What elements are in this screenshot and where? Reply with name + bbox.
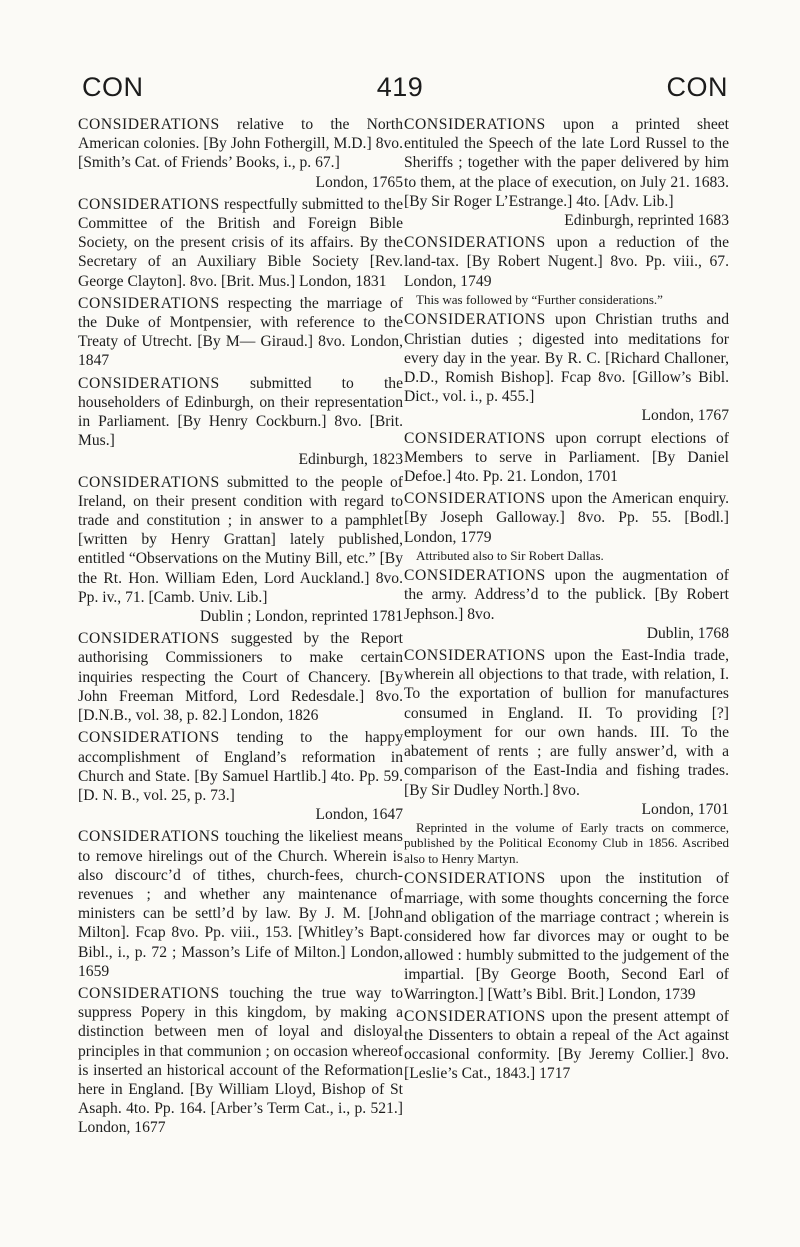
entry-heading: CONSIDERATIONS — [404, 311, 546, 329]
catalogue-entry — [404, 310, 729, 425]
catalogue-entry — [78, 473, 403, 627]
entry-body: upon a reduction of the land-tax. [By Robert Nugent.] 8vo. Pp. viii., 67. London, 1749 — [404, 234, 729, 290]
entry-body: submitted to the householders of Edinburgh, on their representation in Parliament. [By Henry Cockburn.] 8vo. [Brit. Mus.] — [78, 374, 403, 450]
catalogue-entry — [78, 294, 403, 371]
entry-heading: CONSIDERATIONS — [404, 647, 546, 665]
catalogue-entry — [404, 566, 729, 643]
catalogue-entry — [404, 646, 729, 866]
catalogue-entry — [78, 374, 403, 470]
entry-heading: CONSIDERATIONS — [78, 374, 220, 392]
left-column — [78, 115, 403, 1141]
entry-body: upon a printed sheet entituled the Speech of the late Lord Russel to the Sheriffs ; together with the paper delivered by him to them, at the place of execution, on July 21. 1683. [By Sir Roger L’Estrange.] 4to. [Adv. Lib.] — [404, 116, 729, 210]
entry-note: This was followed by “Further considerations.” — [416, 291, 663, 307]
entry-body: suggested by the Report authorising Commissioners to make certain inquiries respecting the Court of Chancery. [By John Freeman Mitford, Lord Redesdale.] 8vo. [D.N.B., vol. 38, p. 82.] London, 1826 — [78, 630, 403, 725]
entry-heading: CONSIDERATIONS — [78, 116, 220, 133]
entry-body: upon the institution of marriage, with some thoughts concerning the force and obligation of the marriage contract ; wherein is considered how far divorces may or ought to be allowed : humbly submitted to the judgement of the impartial. [By George Booth, Second Earl of Warrington.] [Watt’s Bibl. Brit.] London, 1739 — [404, 870, 729, 1003]
entry-body: tending to the happy accomplishment of England’s reformation in Church and State. [By Samuel Hartlib.] 4to. Pp. 59. [D. N. B., vol. 25, p. 73.] — [78, 729, 403, 804]
entry-body: upon corrupt elections of Members to serve in Parliament. [By Daniel Defoe.] 4to. Pp. 21. London, 1701 — [404, 429, 729, 485]
entry-imprint: London, 1647 — [315, 806, 403, 824]
catalogue-entry — [78, 984, 403, 1138]
entry-heading: CONSIDERATIONS — [404, 234, 546, 252]
running-head-right: CON — [666, 72, 728, 102]
page-header — [0, 72, 800, 112]
catalogue-entry — [404, 1007, 729, 1084]
entry-body: submitted to the people of Ireland, on their present condition with regard to trade and constitution ; in answer to a pamphlet [written by Henry Grattan] lately published, entitled “Observations on the Mutiny Bill, etc.” [By the Rt. Hon. William Eden, Lord Auckland.] 8vo. Pp. iv., 71. [Camb. Univ. Lib.] — [78, 473, 403, 606]
entry-body: respectfully submitted to the Committee of the British and Foreign Bible Society, on the present crisis of its affairs. By the Secretary of an Auxiliary Bible Society [Rev. George Clayton]. 8vo. [Brit. Mus.] London, 1831 — [78, 195, 403, 290]
catalogue-entry — [404, 233, 729, 307]
catalogue-entry — [404, 489, 729, 563]
catalogue-entry — [78, 827, 403, 981]
entry-body: upon the American enquiry. [By Joseph Galloway.] 8vo. Pp. 55. [Bodl.] London, 1779 — [404, 490, 729, 546]
entry-heading: CONSIDERATIONS — [404, 870, 546, 888]
entry-body: upon the augmentation of the army. Address’d to the publick. [By Robert Jephson.] 8vo. — [404, 567, 729, 623]
entry-imprint: Edinburgh, reprinted 1683 — [564, 212, 729, 230]
entry-body: respecting the marriage of the Duke of Montpensier, with reference to the Treaty of Utrecht. [By M— Giraud.] 8vo. London, 1847 — [78, 294, 403, 370]
entry-imprint: London, 1701 — [641, 800, 729, 818]
entry-body: touching the true way to suppress Popery in this kingdom, by making a distinction between men of loyal and disloyal principles in that communion ; on occasion whereof is inserted an historical account of the Reformation here in England. [By William Lloyd, Bishop of St Asaph. 4to. Pp. 164. [Arber’s Term Cat., i., p. 521.] London, 1677 — [78, 984, 403, 1137]
entry-imprint: London, 1765 — [315, 173, 403, 191]
entry-body: upon the present attempt of the Dissenters to obtain a repeal of the Act against occasional conformity. [By Jeremy Collier.] 8vo. [Leslie’s Cat., 1843.] 1717 — [404, 1007, 729, 1083]
catalogue-entry — [404, 429, 729, 487]
catalogue-entry — [78, 629, 403, 725]
entry-imprint: Dublin, 1768 — [646, 624, 729, 642]
catalogue-entry — [78, 728, 403, 824]
entry-heading: CONSIDERATIONS — [404, 567, 546, 585]
entry-imprint: London, 1767 — [641, 407, 729, 425]
catalogue-entry — [404, 869, 729, 1003]
entry-note: Attributed also to Sir Robert Dallas. — [416, 547, 604, 563]
entry-heading: CONSIDERATIONS — [78, 984, 220, 1002]
entry-heading: CONSIDERATIONS — [78, 473, 220, 491]
catalogue-entry — [78, 195, 403, 291]
entry-heading: CONSIDERATIONS — [404, 490, 546, 508]
entry-heading: CONSIDERATIONS — [78, 294, 220, 312]
entry-imprint: Edinburgh, 1823 — [298, 451, 403, 469]
entry-heading: CONSIDERATIONS — [404, 116, 546, 133]
page-number: 419 — [376, 72, 424, 102]
entry-body: touching the likeliest means to remove hirelings out of the Church. Wherein is also discourc’d of tithes, church-fees, church-revenues ; and whether any maintenance of ministers can be settl’d by law. By J. M. [John Milton]. Fcap 8vo. Pp. viii., 153. [Whitley’s Bapt. Bibl., i., p. 72 ; Masson’s Life of Milton.] London, 1659 — [78, 828, 403, 980]
entry-body: upon Christian truths and Christian duties ; digested into meditations for every day in the year. By R. C. [Richard Challoner, D.D., Romish Bishop]. Fcap 8vo. [Gillow’s Bibl. Dict., vol. i., p. 455.] — [404, 311, 729, 406]
right-column — [404, 115, 729, 1087]
running-head-left: CON — [82, 72, 144, 102]
catalogue-entry — [404, 115, 729, 230]
entry-note: Reprinted in the volume of Early tracts on commerce, published by the Political Economy Club in 1856. Ascribed also to Henry Martyn. — [404, 819, 729, 866]
entry-body: upon the East-India trade, wherein all objections to that trade, with relation, I. To the exportation of bullion for manufactures consumed in England. II. To providing [?] employment for our own hands. III. To the abatement of rents ; are fully answer’d, with a comparison of the East-India and fishing trades. [By Sir Dudley North.] 8vo. — [404, 647, 729, 799]
catalogue-entry — [78, 115, 403, 192]
entry-heading: CONSIDERATIONS — [404, 429, 546, 447]
entry-heading: CONSIDERATIONS — [78, 195, 220, 213]
entry-heading: CONSIDERATIONS — [78, 729, 220, 747]
entry-heading: CONSIDERATIONS — [78, 630, 220, 648]
entry-body: relative to the North American colonies. [By John Fothergill, M.D.] 8vo. [Smith’s Cat. of Friends’ Books, i., p. 67.] — [78, 116, 403, 172]
entry-heading: CONSIDERATIONS — [78, 828, 220, 846]
entry-heading: CONSIDERATIONS — [404, 1007, 546, 1025]
entry-imprint: Dublin ; London, reprinted 1781 — [199, 608, 403, 626]
